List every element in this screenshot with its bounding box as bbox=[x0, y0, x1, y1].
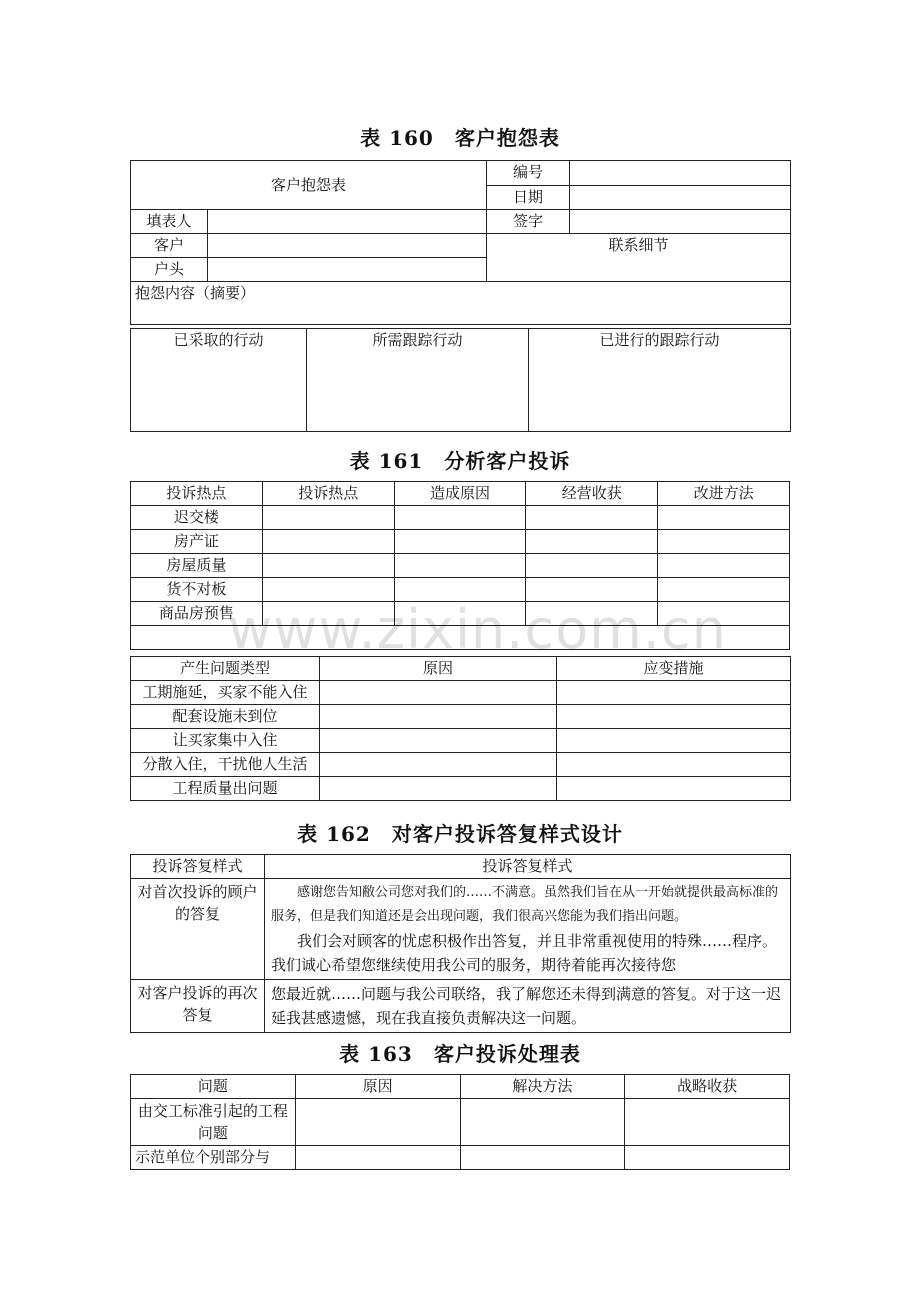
table-row bbox=[131, 626, 790, 650]
column-header: 造成原因 bbox=[394, 482, 526, 506]
column-header: 解决方法 bbox=[460, 1075, 625, 1099]
complaint-form-header: 客户抱怨表 bbox=[131, 161, 487, 210]
cell[interactable] bbox=[625, 1099, 790, 1146]
blank-row bbox=[131, 626, 790, 650]
signature-field[interactable] bbox=[570, 210, 791, 234]
cell[interactable] bbox=[460, 1146, 625, 1170]
row-label: 迟交楼 bbox=[131, 506, 263, 530]
column-header: 改进方法 bbox=[658, 482, 790, 506]
cell[interactable] bbox=[262, 554, 394, 578]
row-label: 房产证 bbox=[131, 530, 263, 554]
cell[interactable] bbox=[526, 602, 658, 626]
table-row bbox=[131, 879, 791, 980]
row-label: 让买家集中入住 bbox=[131, 729, 320, 753]
complaint-analysis-table bbox=[130, 481, 790, 650]
first-reply-paragraph-1: 感谢您告知敝公司您对我们的……不满意。虽然我们旨在从一开始就提供最高标准的服务，但是我们知道还是会出现问题，我们很高兴您能为我们指出问题。 bbox=[271, 885, 779, 924]
table-row bbox=[131, 1099, 790, 1146]
account-label: 户头 bbox=[131, 258, 208, 282]
table-row bbox=[131, 980, 791, 1033]
row-label: 工期施延，买家不能入住 bbox=[131, 681, 320, 705]
cell[interactable] bbox=[262, 602, 394, 626]
cell[interactable] bbox=[557, 729, 791, 753]
row-label: 配套设施未到位 bbox=[131, 705, 320, 729]
cell[interactable] bbox=[262, 506, 394, 530]
row-label: 示范单位个别部分与 bbox=[131, 1146, 296, 1170]
column-header: 投诉热点 bbox=[131, 482, 263, 506]
cell[interactable] bbox=[658, 578, 790, 602]
table-header-row bbox=[131, 482, 790, 506]
actions-taken: 已采取的行动 bbox=[131, 329, 307, 432]
second-reply-text bbox=[265, 980, 791, 1033]
second-reply-paragraph: 您最近就……问题与我公司联络，我了解您还未得到满意的答复。对于这一迟延我甚感遗憾，现在我直接负责解决这一问题。 bbox=[271, 985, 782, 1027]
column-header: 投诉答复样式 bbox=[265, 855, 791, 879]
cell[interactable] bbox=[295, 1099, 460, 1146]
follow-up-required: 所需跟踪行动 bbox=[307, 329, 529, 432]
watermark: www.zixin.com.cn bbox=[228, 598, 727, 661]
contact-details: 联系细节 bbox=[487, 234, 791, 282]
row-label: 房屋质量 bbox=[131, 554, 263, 578]
complaint-handling-table bbox=[130, 1074, 790, 1170]
table-row bbox=[131, 1146, 790, 1170]
date-field[interactable] bbox=[570, 185, 791, 210]
table-row bbox=[131, 554, 790, 578]
cell[interactable] bbox=[394, 578, 526, 602]
cell[interactable] bbox=[526, 554, 658, 578]
cell[interactable] bbox=[460, 1099, 625, 1146]
cell[interactable] bbox=[320, 681, 557, 705]
complaint-content: 抱怨内容（摘要） bbox=[131, 282, 791, 325]
cell[interactable] bbox=[262, 530, 394, 554]
table-header-row bbox=[131, 657, 791, 681]
table-row bbox=[131, 578, 790, 602]
cell[interactable] bbox=[320, 777, 557, 801]
second-reply-label: 对客户投诉的再次答复 bbox=[131, 980, 265, 1033]
cell[interactable] bbox=[557, 753, 791, 777]
cell[interactable] bbox=[658, 554, 790, 578]
cell[interactable] bbox=[658, 530, 790, 554]
cell[interactable] bbox=[658, 602, 790, 626]
cell[interactable] bbox=[526, 530, 658, 554]
column-header: 经营收获 bbox=[526, 482, 658, 506]
table-header-row bbox=[131, 855, 791, 879]
column-header: 原因 bbox=[320, 657, 557, 681]
table-row bbox=[131, 729, 791, 753]
cell[interactable] bbox=[394, 554, 526, 578]
cell[interactable] bbox=[262, 578, 394, 602]
reply-template-table bbox=[130, 854, 791, 1033]
cell[interactable] bbox=[526, 506, 658, 530]
problem-type-table bbox=[130, 656, 791, 801]
table-row bbox=[131, 602, 790, 626]
column-header: 投诉热点 bbox=[262, 482, 394, 506]
row-label: 商品房预售 bbox=[131, 602, 263, 626]
column-header: 产生问题类型 bbox=[131, 657, 320, 681]
table-row bbox=[131, 681, 791, 705]
column-header: 投诉答复样式 bbox=[131, 855, 265, 879]
table-163-title: 表 163 客户投诉处理表 bbox=[339, 1042, 581, 1066]
row-label: 分散入住，干扰他人生活 bbox=[131, 753, 320, 777]
follow-up-done: 已进行的跟踪行动 bbox=[529, 329, 791, 432]
cell[interactable] bbox=[394, 530, 526, 554]
cell[interactable] bbox=[625, 1146, 790, 1170]
cell[interactable] bbox=[526, 578, 658, 602]
column-header: 应变措施 bbox=[557, 657, 791, 681]
row-label: 由交工标准引起的工程问题 bbox=[131, 1099, 296, 1146]
cell[interactable] bbox=[295, 1146, 460, 1170]
number-field[interactable] bbox=[570, 161, 791, 186]
table-header-row bbox=[131, 1075, 790, 1099]
table-row bbox=[131, 506, 790, 530]
cell[interactable] bbox=[557, 681, 791, 705]
cell[interactable] bbox=[394, 506, 526, 530]
table-row bbox=[131, 705, 791, 729]
column-header: 原因 bbox=[295, 1075, 460, 1099]
account-field[interactable] bbox=[208, 258, 487, 282]
cell[interactable] bbox=[394, 602, 526, 626]
cell[interactable] bbox=[658, 506, 790, 530]
filler-label: 填表人 bbox=[131, 210, 208, 234]
number-label: 编号 bbox=[487, 161, 570, 186]
customer-complaint-table bbox=[130, 160, 791, 325]
customer-field[interactable] bbox=[208, 234, 487, 258]
first-reply-label: 对首次投诉的顾户的答复 bbox=[131, 879, 265, 980]
row-label: 工程质量出问题 bbox=[131, 777, 320, 801]
table-162-title: 表 162 对客户投诉答复样式设计 bbox=[297, 822, 623, 846]
date-label: 日期 bbox=[487, 185, 570, 210]
column-header: 问题 bbox=[131, 1075, 296, 1099]
table-row bbox=[131, 777, 791, 801]
cell[interactable] bbox=[557, 777, 791, 801]
table-row bbox=[131, 530, 790, 554]
column-header: 战略收获 bbox=[625, 1075, 790, 1099]
first-reply-paragraph-2: 我们会对顾客的忧虑积极作出答复，并且非常重视使用的特殊……程序。我们诚心希望您继续使用我公司的服务，期待着能再次接待您 bbox=[271, 932, 778, 974]
complaint-actions-table bbox=[130, 328, 791, 432]
cell[interactable] bbox=[557, 705, 791, 729]
table-161-title: 表 161 分析客户投诉 bbox=[349, 449, 571, 473]
customer-label: 客户 bbox=[131, 234, 208, 258]
row-label: 货不对板 bbox=[131, 578, 263, 602]
cell[interactable] bbox=[320, 753, 557, 777]
cell[interactable] bbox=[320, 729, 557, 753]
filler-field[interactable] bbox=[208, 210, 487, 234]
table-160-title: 表 160 客户抱怨表 bbox=[360, 126, 560, 150]
signature-label: 签字 bbox=[487, 210, 570, 234]
cell[interactable] bbox=[320, 705, 557, 729]
table-row bbox=[131, 753, 791, 777]
first-reply-text bbox=[265, 879, 791, 980]
